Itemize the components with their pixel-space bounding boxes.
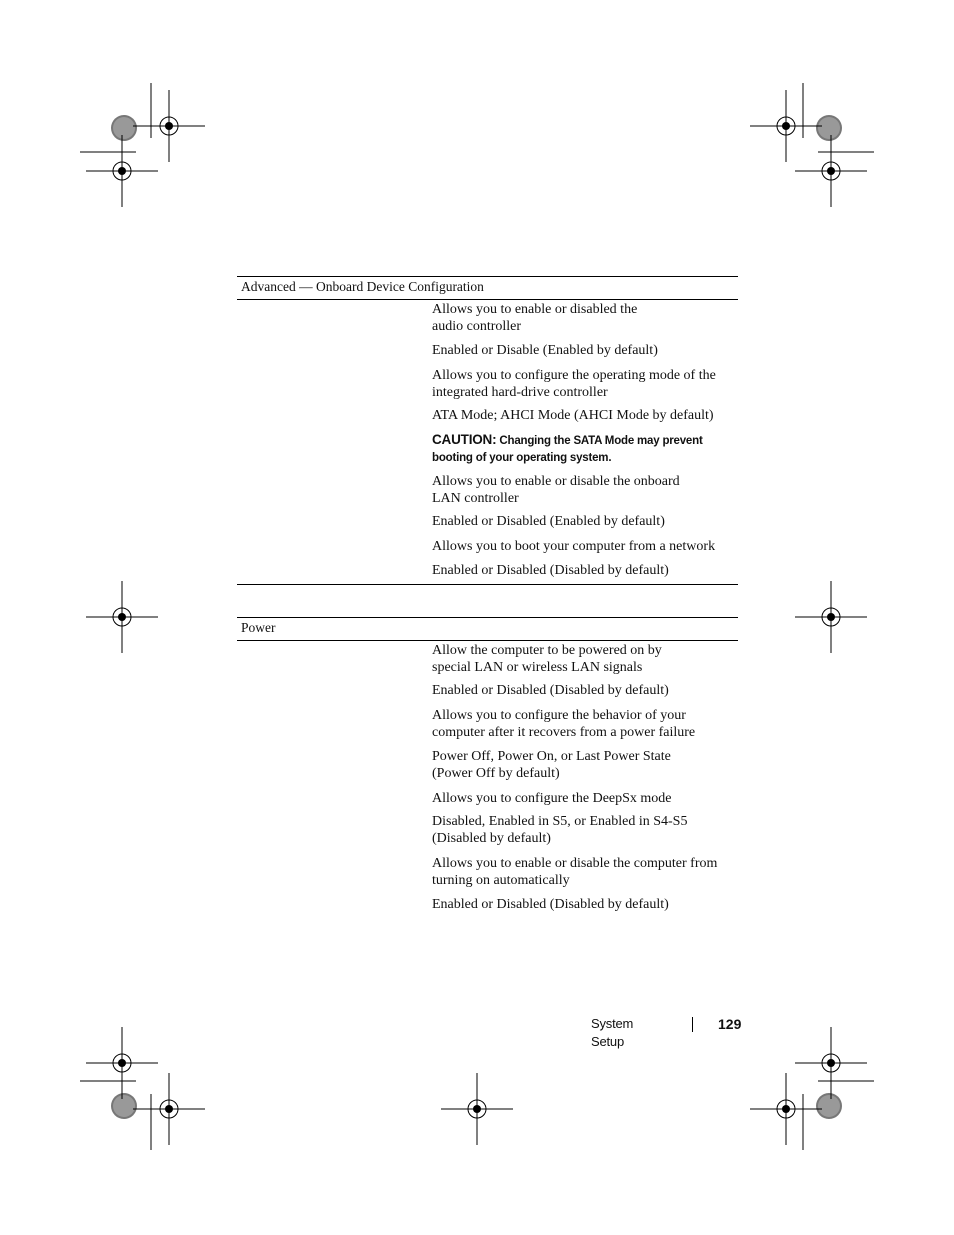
registration-mark-icon [86, 1027, 158, 1099]
power-table [237, 617, 738, 931]
table-cell: Enabled or Disabled (Enabled by default) [432, 514, 665, 529]
registration-mark-icon [750, 90, 822, 162]
caution-text: Changing the SATA Mode may prevent booting of your operating system. [432, 435, 703, 464]
table-cell: Allows you to boot your computer from a network [432, 539, 716, 554]
color-target-icon [111, 115, 137, 141]
table-cell: Allows you to configure the behavior of your computer after it recovers from a power failure [432, 708, 696, 740]
table-header: Advanced — Onboard Device Configuration [237, 276, 738, 300]
table-cell: Allows you to enable or disabled the audio controller [432, 302, 638, 334]
registration-mark-icon [133, 90, 205, 162]
onboard-device-table [237, 276, 738, 585]
table-cell: Allows you to configure the DeepSx mode [432, 791, 672, 806]
registration-mark-icon [795, 1027, 867, 1099]
registration-mark-icon [441, 1073, 513, 1145]
registration-mark-icon [795, 135, 867, 207]
table-cell: Enabled or Disabled (Disabled by default) [432, 563, 669, 578]
color-target-icon [816, 115, 842, 141]
color-target-icon [816, 1093, 842, 1119]
table-body [237, 641, 738, 931]
page-number: 129 [718, 1016, 742, 1032]
table-body [237, 300, 738, 585]
registration-mark-icon [86, 135, 158, 207]
table-cell: Allows you to enable or disable the computer from turning on automatically [432, 856, 718, 888]
table-cell: Allow the computer to be powered on by special LAN or wireless LAN signals [432, 643, 662, 675]
table-cell: Enabled or Disabled (Disabled by default) [432, 897, 669, 912]
registration-mark-icon [750, 1073, 822, 1145]
registration-mark-icon [795, 581, 867, 653]
table-cell: Disabled, Enabled in S5, or Enabled in S4-S5 (Disabled by default) [432, 814, 688, 846]
footer-divider [692, 1017, 693, 1032]
registration-mark-icon [86, 581, 158, 653]
table-cell: ATA Mode; AHCI Mode (AHCI Mode by default) [432, 408, 714, 423]
caution-note [432, 431, 732, 467]
table-cell: Enabled or Disabled (Disabled by default) [432, 683, 669, 698]
table-cell: Enabled or Disable (Enabled by default) [432, 343, 658, 358]
table-header: Power [237, 617, 738, 641]
footer-section-title: System Setup [591, 1016, 634, 1049]
table-cell: Power Off, Power On, or Last Power State (Power Off by default) [432, 749, 671, 781]
table-cell: Allows you to enable or disable the onboard LAN controller [432, 474, 680, 506]
table-cell: Allows you to configure the operating mode of the integrated hard-drive controller [432, 368, 716, 400]
caution-label: CAUTION: [432, 432, 497, 447]
registration-mark-icon [133, 1073, 205, 1145]
color-target-icon [111, 1093, 137, 1119]
